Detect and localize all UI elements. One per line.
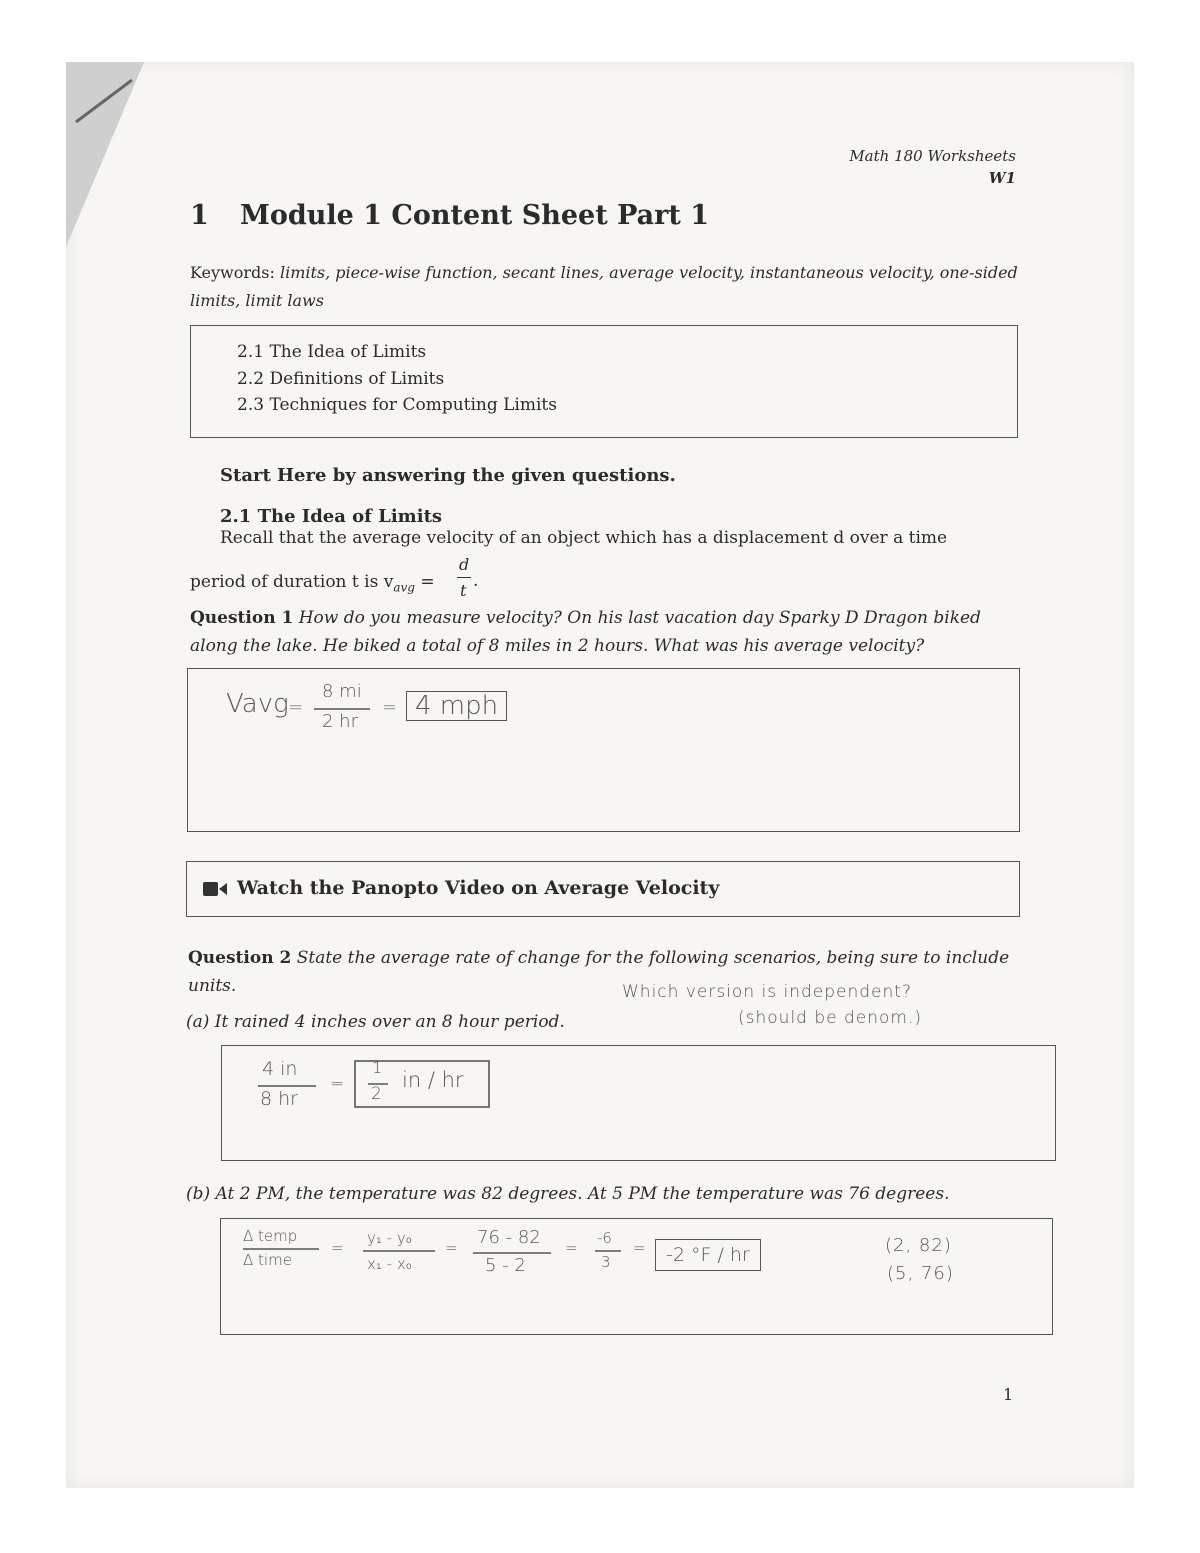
handwritten-numerator: -6 <box>597 1229 612 1247</box>
handwritten-numerator: 76 - 82 <box>477 1227 541 1248</box>
toc-item: 2.1 The Idea of Limits <box>237 342 427 362</box>
page-number: 1 <box>1003 1385 1014 1404</box>
sheet-id: W1 <box>988 169 1016 187</box>
contents-box <box>190 325 1018 438</box>
handwritten-result: -2 °F / hr <box>655 1239 761 1271</box>
handwritten-note: Which version is independent? <box>622 982 912 1002</box>
answer-box-question-1[interactable] <box>187 668 1020 832</box>
handwritten-numerator: 4 in <box>262 1058 298 1080</box>
handwritten-numerator: y₁ - y₀ <box>367 1229 412 1247</box>
formula-denominator: t <box>460 581 467 600</box>
handwritten-denominator: 8 hr <box>260 1088 298 1110</box>
recall-text: Recall that the average velocity of an object which has a displacement d over a time <box>220 528 948 548</box>
handwritten-denominator: x₁ - x₀ <box>367 1255 412 1273</box>
handwritten-numerator: Δ temp <box>243 1227 298 1245</box>
handwritten-equals: = <box>382 697 398 718</box>
video-link-label[interactable]: Watch the Panopto Video on Average Velocity <box>237 877 720 899</box>
formula-equals: = <box>414 572 435 592</box>
start-instruction: Start Here by answering the given questions. <box>220 465 676 486</box>
subsection-heading: 2.1 The Idea of Limits <box>220 506 443 527</box>
handwritten-result: 4 mph <box>406 691 507 721</box>
velocity-formula <box>190 572 435 594</box>
question-1-label: Question 1 <box>190 608 294 628</box>
handwritten-numerator: 8 mi <box>322 681 362 702</box>
handwritten-point: (5, 76) <box>887 1263 954 1284</box>
handwritten-equals: = <box>331 1239 344 1257</box>
keywords-list: limits, piece-wise function, secant lines, average velocity, instantaneous velocity, one-sided limits, limit laws <box>190 263 1018 310</box>
question-2a: (a) It rained 4 inches over an 8 hour period. <box>186 1012 565 1032</box>
fraction-bar <box>457 577 471 578</box>
handwritten-denominator: 5 - 2 <box>485 1255 526 1276</box>
question-2-label: Question 2 <box>188 948 292 968</box>
handwritten-equals: = <box>565 1239 578 1257</box>
handwritten-equals: = <box>330 1074 345 1094</box>
question-2b: (b) At 2 PM, the temperature was 82 degrees. At 5 PM the temperature was 76 degrees. <box>186 1184 950 1204</box>
handwritten-equals: = <box>288 697 304 718</box>
section-number: 1 <box>190 200 209 231</box>
section-title: Module 1 Content Sheet Part 1 <box>240 200 710 231</box>
handwritten-denominator: Δ time <box>243 1251 292 1269</box>
handwritten-note: (should be denom.) <box>738 1008 923 1028</box>
handwritten-denominator: 2 hr <box>322 711 358 732</box>
handwritten-denominator: 3 <box>601 1253 611 1271</box>
keywords-paragraph <box>190 259 1020 315</box>
formula-numerator: d <box>459 555 470 574</box>
section-heading <box>190 200 709 231</box>
formula-text: period of duration t is v <box>190 572 394 592</box>
toc-item: 2.3 Techniques for Computing Limits <box>237 395 557 415</box>
video-callout[interactable] <box>186 861 1020 917</box>
handwritten-result-denominator: 2 <box>371 1084 382 1104</box>
question-1 <box>190 604 1025 660</box>
course-title: Math 180 Worksheets <box>849 147 1016 165</box>
keywords-label: Keywords: <box>190 263 275 282</box>
handwritten-result-unit: in / hr <box>402 1068 464 1092</box>
period-mark: . <box>473 571 479 591</box>
handwritten-equals: = <box>633 1239 646 1257</box>
handwritten-vavg: Vavg <box>226 689 289 719</box>
handwritten-equals: = <box>445 1239 458 1257</box>
folded-corner <box>66 62 146 252</box>
answer-box-question-2a[interactable] <box>221 1045 1056 1161</box>
handwritten-fraction-bar <box>361 1249 437 1253</box>
handwritten-result-numerator: 1 <box>372 1058 383 1077</box>
answer-box-question-2b[interactable] <box>220 1218 1053 1335</box>
question-2-text: State the average rate of change for the following scenarios, being sure to include units. <box>188 948 1010 996</box>
formula-subscript: avg <box>393 580 415 595</box>
video-camera-icon <box>203 882 227 896</box>
handwritten-point: (2, 82) <box>885 1235 952 1256</box>
question-1-text: How do you measure velocity? On his last vacation day Sparky D Dragon biked along the lake. He biked a total of 8 miles in 2 hours. What was his average velocity? <box>190 608 981 656</box>
toc-item: 2.2 Definitions of Limits <box>237 369 445 389</box>
